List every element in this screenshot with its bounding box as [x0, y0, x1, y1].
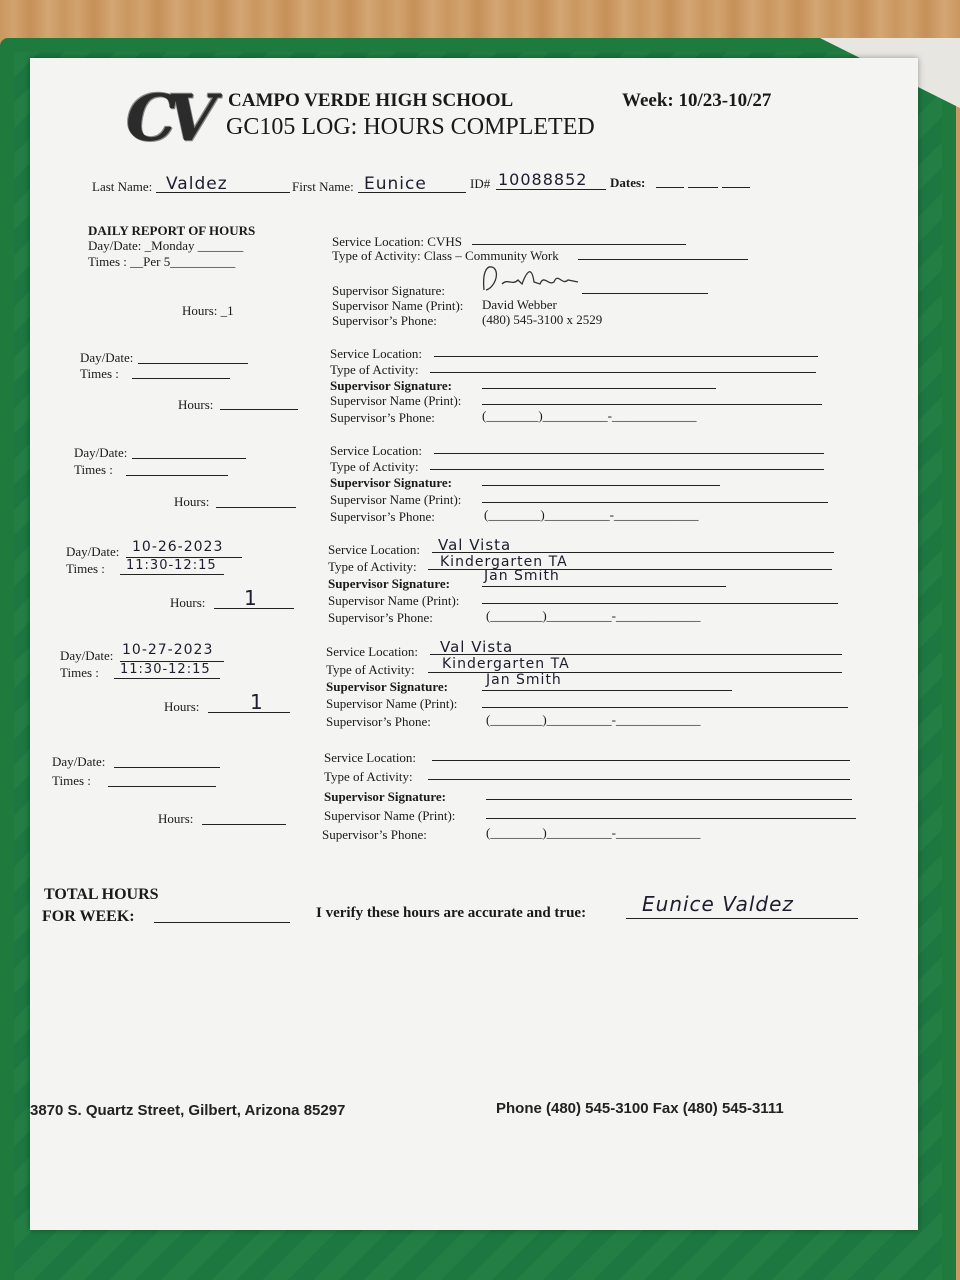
entry1-signature-scribble [478, 260, 588, 296]
entry2-name-line [482, 404, 822, 405]
dates-label: Dates: [610, 175, 646, 190]
entry1-times: Times : __Per 5__________ [88, 254, 236, 269]
entry2-activity-label: Type of Activity: [330, 362, 419, 377]
entry1-location-line [472, 244, 686, 245]
last-name-label: Last Name: [92, 179, 153, 194]
entry6-hours-line [202, 824, 286, 825]
entry2-name-label: Supervisor Name (Print): [330, 393, 462, 408]
entry4-date-value[interactable]: 10-26-2023 [132, 539, 224, 555]
entry4-hours-value[interactable]: 1 [244, 586, 258, 610]
entry3-signature-label: Supervisor Signature: [330, 475, 452, 490]
entry5-signature-label: Supervisor Signature: [326, 679, 448, 694]
hours-log-form [30, 58, 918, 1230]
entry2-location-line [434, 356, 818, 357]
verify-signature-line [626, 918, 858, 919]
entry5-hours-value[interactable]: 1 [250, 690, 264, 714]
entry5-name-line [482, 707, 848, 708]
entry4-time-value[interactable]: 11:30-12:15 [126, 558, 217, 573]
entry6-location-label: Service Location: [324, 750, 417, 765]
entry6-activity-line [428, 779, 850, 780]
entry2-hours-line [220, 409, 298, 410]
entry5-signature-line [482, 690, 732, 691]
entry5-name-label: Supervisor Name (Print): [326, 696, 458, 711]
entry2-activity-line [430, 372, 816, 373]
entry6-location-line [432, 760, 850, 761]
entry6-day-line [114, 767, 220, 768]
entry4-activity-label: Type of Activity: [328, 559, 417, 574]
entry6-phone-label: Supervisor’s Phone: [322, 827, 427, 842]
first-name-label: First Name: [292, 179, 354, 194]
entry4-times-label: Times : [66, 561, 105, 576]
entry3-phone-label: Supervisor’s Phone: [330, 509, 435, 524]
entry4-signature-line [482, 586, 726, 587]
entry6-day-label: Day/Date: [52, 754, 106, 769]
entry3-name-label: Supervisor Name (Print): [330, 492, 462, 507]
daily-report-heading: DAILY REPORT OF HOURS [88, 223, 256, 238]
entry5-times-label: Times : [60, 665, 99, 680]
entry4-times-line [120, 574, 224, 575]
entry6-times-line [108, 786, 216, 787]
entry2-times-line [132, 378, 230, 379]
entry4-phone-blank: (________)__________-_____________ [486, 608, 701, 623]
entry3-times-label: Times : [74, 462, 113, 477]
entry3-hours-label: Hours: [174, 494, 210, 509]
entry2-times-label: Times : [80, 366, 119, 381]
entry5-time-value[interactable]: 11:30-12:15 [120, 662, 211, 677]
entry6-hours-label: Hours: [158, 811, 194, 826]
entry1-signature-label: Supervisor Signature: [332, 283, 446, 298]
school-logo: CV [126, 81, 207, 156]
entry3-location-line [434, 453, 824, 454]
entry3-name-line [482, 502, 828, 503]
entry6-phone-blank: (________)__________-_____________ [486, 825, 701, 840]
school-phone-fax: Phone (480) 545-3100 Fax (480) 545-3111 [496, 1100, 784, 1117]
entry2-phone-label: Supervisor’s Phone: [330, 410, 435, 425]
entry5-day-label: Day/Date: [60, 648, 114, 663]
entry4-activity-value[interactable]: Kindergarten TA [440, 554, 568, 570]
entry5-hours-label: Hours: [164, 699, 200, 714]
for-week-label: FOR WEEK: [42, 908, 135, 925]
entry5-times-line [114, 678, 220, 679]
entry4-signature-label: Supervisor Signature: [328, 576, 450, 591]
entry3-signature-line [482, 485, 720, 486]
entry2-day-line [138, 363, 248, 364]
verify-statement: I verify these hours are accurate and true: [316, 905, 587, 921]
entry2-day-label: Day/Date: [80, 350, 134, 365]
entry5-activity-label: Type of Activity: [326, 662, 415, 677]
school-name: CAMPO VERDE HIGH SCHOOL [228, 90, 514, 111]
entry5-location-label: Service Location: [326, 644, 419, 659]
entry1-day: Day/Date: _Monday _______ [88, 238, 244, 253]
entry2-hours-label: Hours: [178, 397, 214, 412]
dates-line-3 [722, 187, 750, 188]
entry2-location-label: Service Location: [330, 346, 423, 361]
entry4-phone-label: Supervisor’s Phone: [328, 610, 433, 625]
total-hours-line [154, 922, 290, 923]
entry2-signature-line [482, 388, 716, 389]
entry4-location-value[interactable]: Val Vista [438, 536, 512, 554]
entry3-day-line [132, 458, 246, 459]
total-hours-label: TOTAL HOURS [44, 886, 159, 903]
entry6-name-line [486, 818, 856, 819]
entry6-activity-label: Type of Activity: [324, 769, 413, 784]
entry6-signature-line [486, 799, 852, 800]
entry5-date-value[interactable]: 10-27-2023 [122, 642, 214, 658]
student-signature[interactable]: Eunice Valdez [642, 892, 794, 916]
entry1-activity: Type of Activity: Class – Community Work [332, 248, 559, 263]
entry4-day-label: Day/Date: [66, 544, 120, 559]
entry3-day-label: Day/Date: [74, 445, 128, 460]
entry5-phone-blank: (________)__________-_____________ [486, 712, 701, 727]
entry1-phone-label: Supervisor’s Phone: [332, 313, 437, 328]
entry6-times-label: Times : [52, 773, 91, 788]
first-name-value[interactable]: Eunice [364, 174, 427, 194]
entry1-phone-value: (480) 545-3100 x 2529 [482, 312, 603, 327]
entry2-phone-blank: (________)__________-_____________ [482, 408, 697, 423]
entry3-activity-label: Type of Activity: [330, 459, 419, 474]
form-title: GC105 LOG: HOURS COMPLETED [226, 114, 595, 140]
entry4-name-line [482, 603, 838, 604]
entry5-hours-line [208, 712, 290, 713]
entry3-hours-line [216, 507, 296, 508]
entry3-times-line [126, 475, 228, 476]
entry5-signature-value[interactable]: Jan Smith [486, 672, 562, 688]
entry5-phone-label: Supervisor’s Phone: [326, 714, 431, 729]
entry2-signature-label: Supervisor Signature: [330, 378, 452, 393]
id-line [496, 189, 606, 190]
dates-line-1 [656, 187, 684, 188]
entry4-location-label: Service Location: [328, 542, 421, 557]
last-name-value[interactable]: Valdez [166, 174, 228, 194]
dates-line-2 [688, 187, 718, 188]
entry1-hours: Hours: _1 [182, 303, 234, 318]
entry4-name-label: Supervisor Name (Print): [328, 593, 460, 608]
id-value[interactable]: 10088852 [498, 170, 588, 189]
school-address: 3870 S. Quartz Street, Gilbert, Arizona 85297 [30, 1102, 346, 1119]
entry3-location-label: Service Location: [330, 443, 423, 458]
entry1-activity-line [578, 259, 748, 260]
entry1-name-value: David Webber [482, 297, 557, 312]
entry4-signature-value[interactable]: Jan Smith [484, 568, 560, 584]
entry3-activity-line [430, 469, 824, 470]
entry1-location: Service Location: CVHS [332, 234, 462, 249]
week-range: Week: 10/23-10/27 [622, 90, 772, 111]
entry1-name-label: Supervisor Name (Print): [332, 298, 464, 313]
entry3-phone-blank: (________)__________-_____________ [484, 507, 699, 522]
entry4-hours-label: Hours: [170, 595, 206, 610]
entry6-signature-label: Supervisor Signature: [324, 789, 446, 804]
entry1-signature-line [582, 293, 708, 294]
id-label: ID# [470, 176, 491, 191]
entry6-name-label: Supervisor Name (Print): [324, 808, 456, 823]
entry5-location-value[interactable]: Val Vista [440, 638, 514, 656]
entry5-activity-value[interactable]: Kindergarten TA [442, 656, 570, 672]
